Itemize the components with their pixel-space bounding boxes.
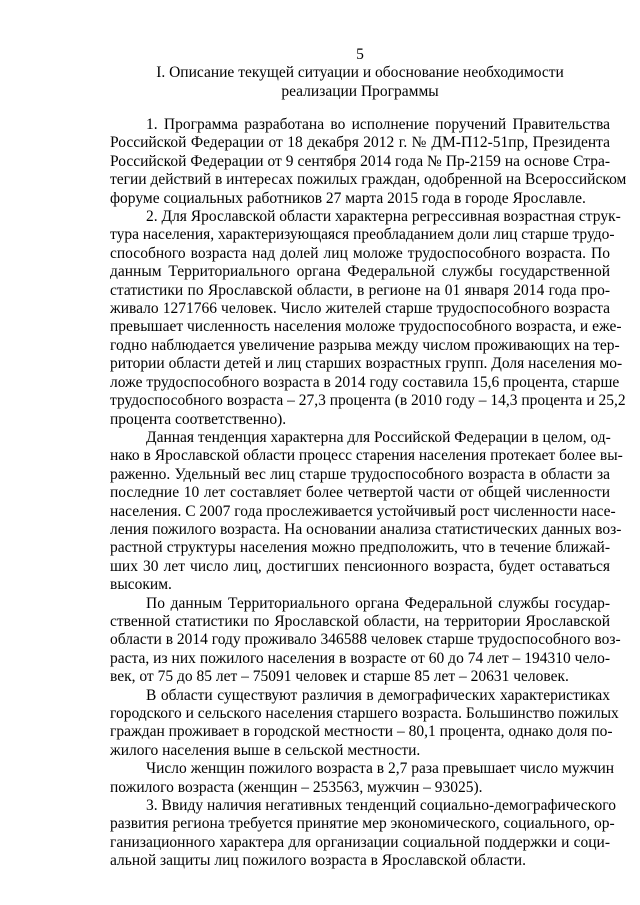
paragraph-line: ганизационного характера для организации социальной поддержки и соци- (110, 833, 610, 851)
paragraph-line: населения. С 2007 года прослеживается устойчивый рост численности насе- (110, 502, 616, 520)
paragraph-line: ления пожилого возраста. На основании анализа статистических данных воз- (110, 520, 622, 538)
paragraph-line: превышает численность населения моложе трудоспособного возраста, и еже- (110, 318, 622, 336)
paragraph-line: тура населения, характеризующаяся преобладанием доли лиц старше трудо- (110, 226, 615, 244)
paragraph-line: По данным Территориального органа Федеральной службы государ- (146, 594, 610, 612)
paragraph-line: высоким. (110, 576, 172, 594)
paragraph-line: ших 30 лет число лиц, достигших пенсионного возраста, будет оставаться (110, 557, 610, 575)
paragraph (110, 686, 619, 761)
paragraph-line: альной защиты лиц пожилого возраста в Ярославской области. (110, 852, 526, 870)
heading-line: реализации Программы (281, 82, 439, 100)
paragraph-line: трудоспособного возраста – 27,3 процента (в 2010 году – 14,3 процента и 25,2 (110, 392, 626, 410)
paragraph (110, 797, 616, 871)
paragraph-line: раженно. Удельный вес лиц старше трудоспособного возраста в области за (110, 465, 610, 483)
paragraph-line: В области существуют различия в демографических характеристиках (146, 686, 610, 704)
paragraph-line: данным Территориального органа Федеральной службы государственной (110, 263, 610, 281)
paragraph-line: форуме социальных работников 27 марта 2015 года в городе Ярославле. (110, 189, 586, 207)
paragraph (110, 760, 615, 797)
paragraph-line: годно наблюдается увеличение разрыва между числом проживающих на тер- (110, 336, 620, 354)
paragraph-line: жилого населения выше в сельской местности. (110, 741, 421, 759)
paragraph-line: растной структуры населения можно предположить, что в течение ближай- (110, 539, 610, 557)
document-body (110, 116, 627, 871)
paragraph-line: граждан проживает в городской местности – 80,1 процента, однако доля по- (110, 723, 613, 741)
paragraph-line: пожилого возраста (женщин – 253563, мужчин – 93025). (110, 778, 483, 796)
heading-line: I. Описание текущей ситуации и обоснование необходимости (156, 64, 564, 81)
paragraph-line: городского и сельского населения старшего возраста. Большинство пожилых (110, 705, 619, 722)
paragraph-line: тегии действий в интересах пожилых граждан, одобренной на Всероссийском (110, 171, 627, 189)
paragraph (110, 208, 626, 429)
paragraph-line: Число женщин пожилого возраста в 2,7 раза превышает число мужчин (146, 760, 615, 778)
paragraph-line: 1. Программа разработана во исполнение поручений Правительства (146, 116, 610, 133)
paragraph (110, 116, 627, 208)
paragraph-line: 2. Для Ярославской области характерна регрессивная возрастная струк- (146, 208, 621, 226)
section-heading (100, 64, 620, 101)
paragraph-line: век, от 75 до 85 лет – 75091 человек и старше 85 лет – 20631 человек. (110, 668, 569, 686)
paragraph-line: процента соответственно). (110, 410, 287, 428)
paragraph-line: Данная тенденция характерна для Российской Федерации в целом, од- (146, 428, 611, 446)
paragraph-line: ритории области детей и лиц старших возрастных групп. Доля населения мо- (110, 355, 623, 373)
paragraph-line: последние 10 лет составляет более четвертой части от общей численности (110, 484, 610, 502)
paragraph-line: области в 2014 году проживало 346588 человек старше трудоспособного воз- (110, 631, 621, 649)
paragraph-line: способного возраста над долей лиц моложе трудоспособного возраста. По (110, 244, 610, 262)
paragraph-line: ложе трудоспособного возраста в 2014 году составила 15,6 процента, старше (110, 373, 620, 391)
paragraph (110, 428, 623, 595)
paragraph-line: живало 1271766 человек. Число жителей старше трудоспособного возраста (110, 300, 610, 318)
page-number: 5 (356, 46, 364, 63)
paragraph-line: развития региона требуется принятие мер экономического, социального, ор- (110, 815, 615, 833)
paragraph-line: статистики по Ярославской области, в регионе на 01 января 2014 года про- (110, 281, 610, 299)
paragraph-line: раста, из них пожилого населения в возрасте от 60 до 74 лет – 194310 чело- (110, 649, 610, 667)
paragraph-line: Российской Федерации от 18 декабря 2012 г. № ДМ-П12-51пр, Президента (110, 134, 610, 152)
paragraph-line: нако в Ярославской области процесс старения населения протекает более вы- (110, 447, 623, 465)
paragraph-line: 3. Ввиду наличия негативных тенденций социально-демографического (146, 797, 616, 815)
paragraph-line: Российской Федерации от 9 сентября 2014 года № Пр-2159 на основе Стра- (110, 152, 610, 170)
paragraph (110, 594, 621, 687)
paragraph-line: ственной статистики по Ярославской области, на территории Ярославской (110, 612, 610, 630)
